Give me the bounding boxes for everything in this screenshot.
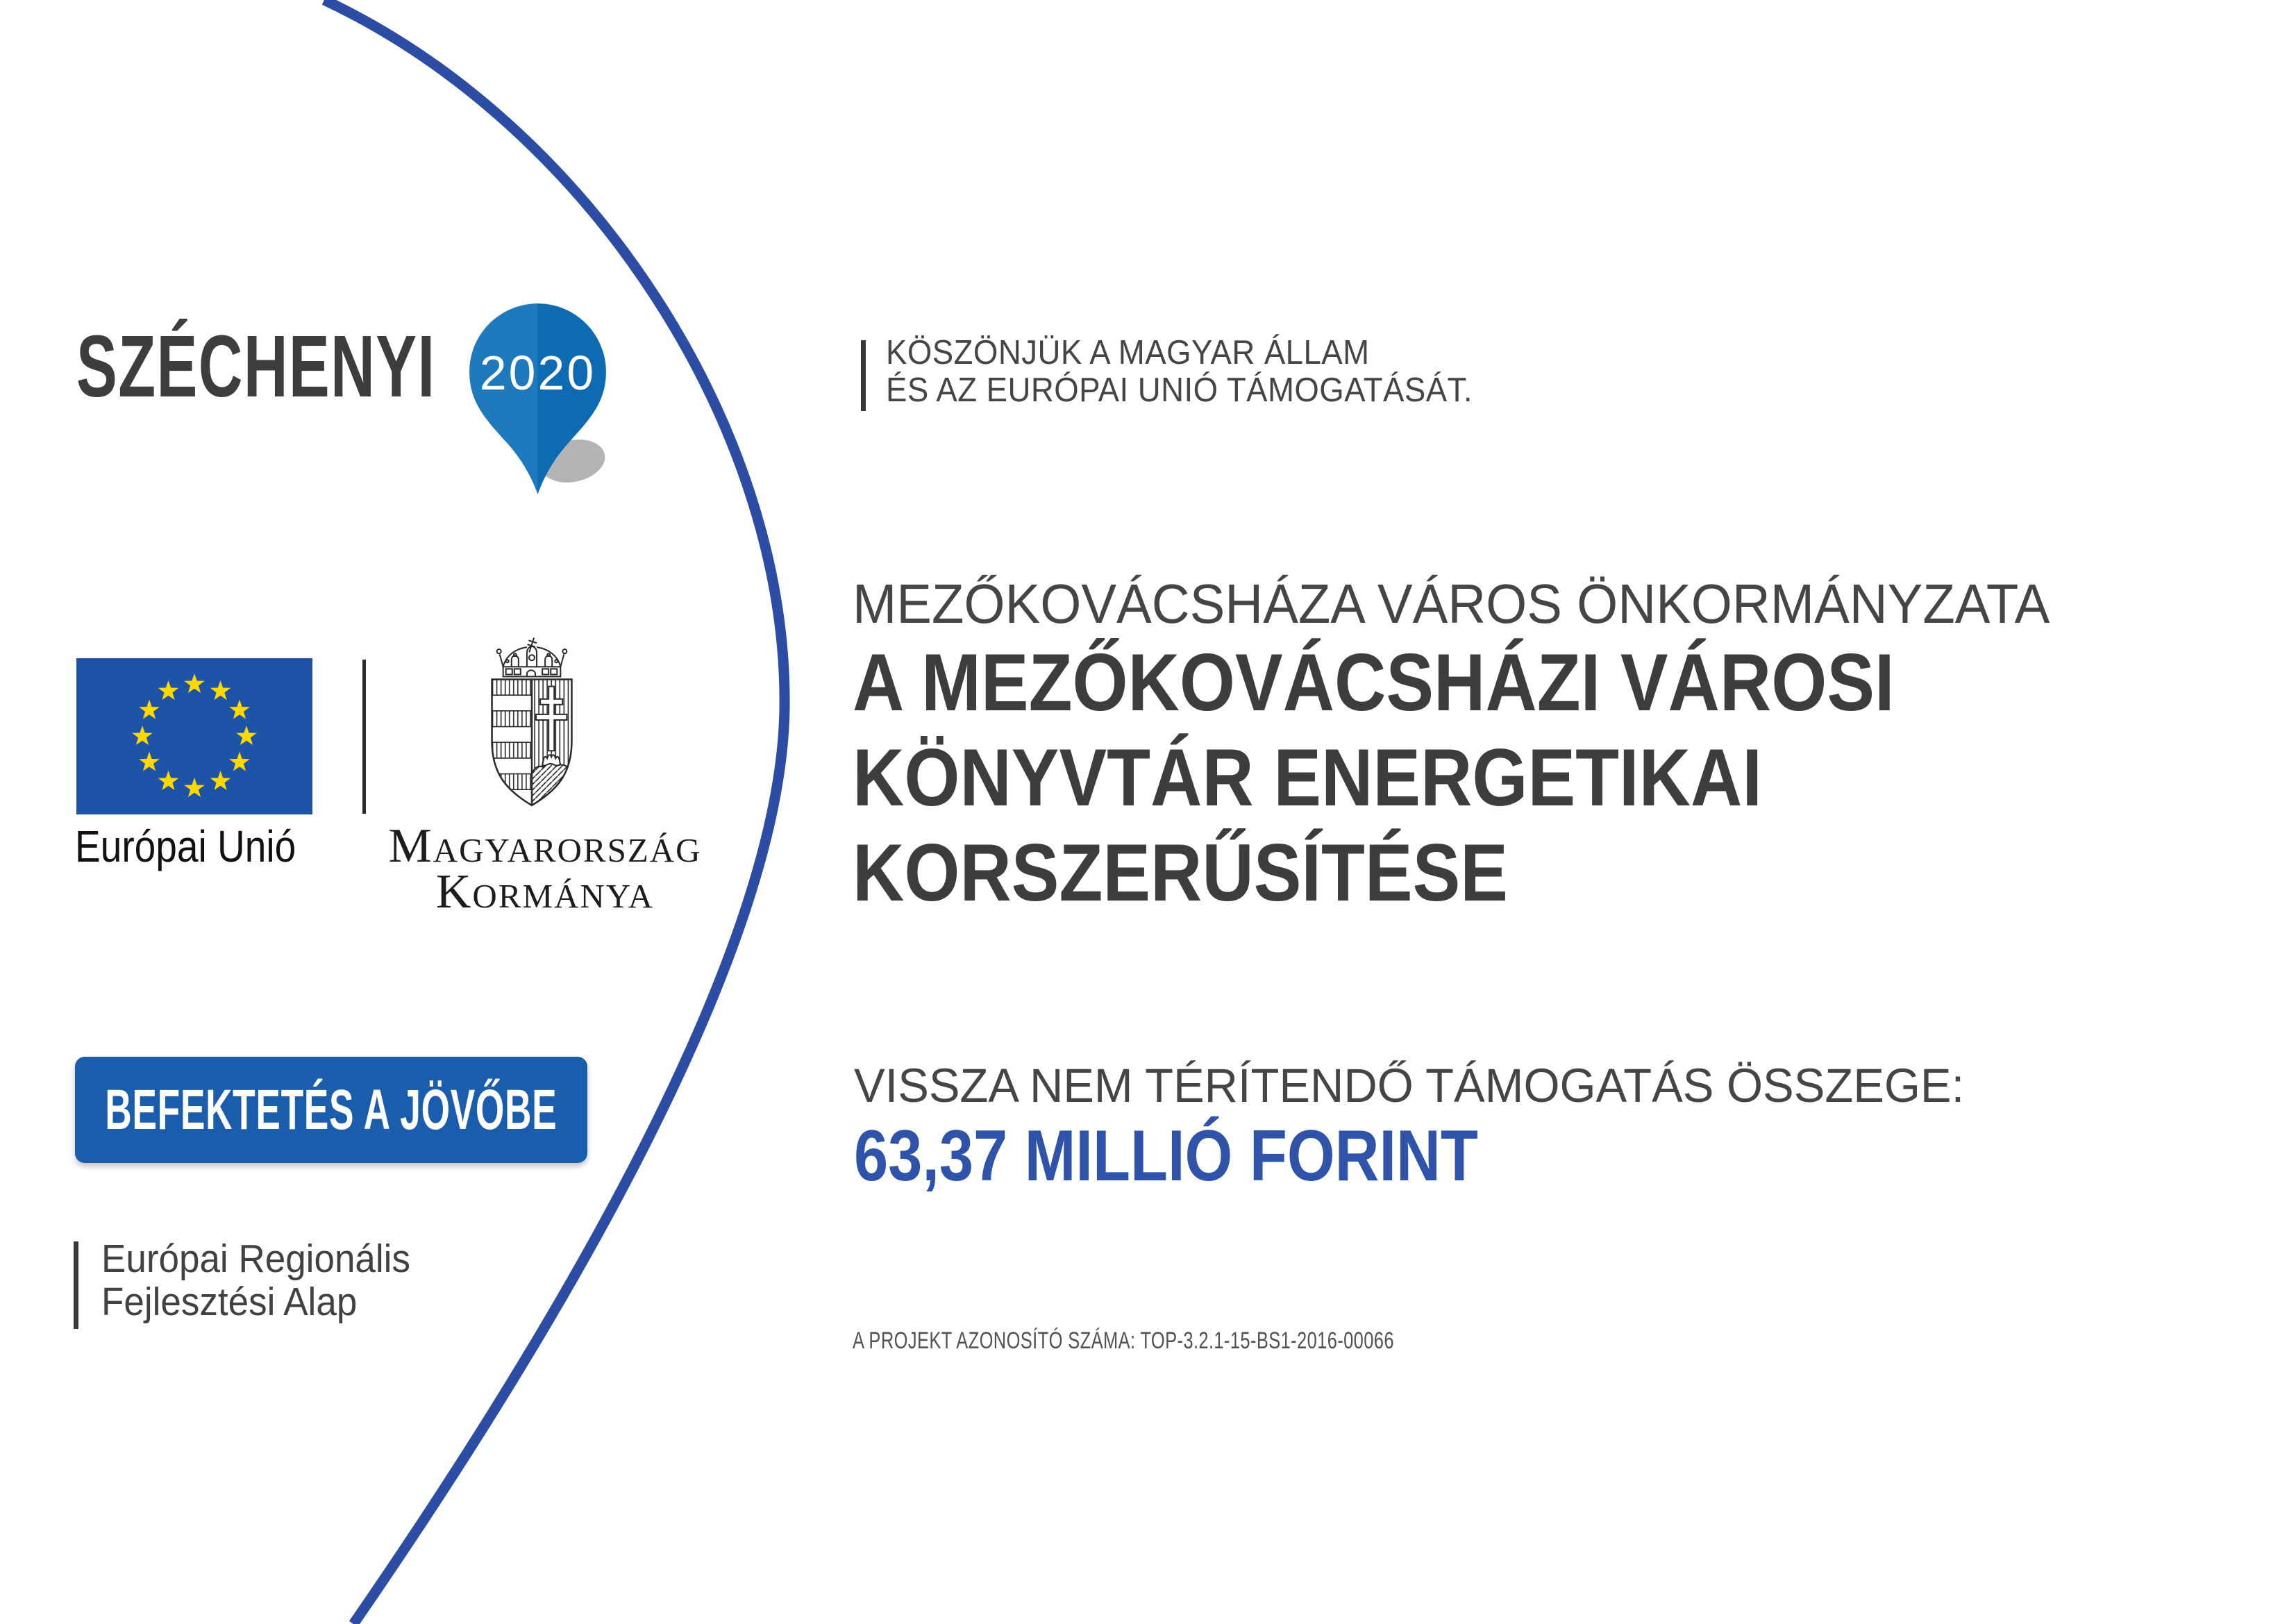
government-line1: Magyarország xyxy=(388,819,702,873)
fund-line1: Európai Regionális xyxy=(101,1237,410,1281)
project-title-line2: KÖNYVTÁR ENERGETIKAI xyxy=(853,732,1762,823)
szechenyi-wordmark: SZÉCHENYI xyxy=(76,317,436,415)
project-title-line3: KORSZERŰSÍTÉSE xyxy=(853,827,1508,918)
fund-line2: Fejlesztési Alap xyxy=(101,1280,358,1324)
logo-divider-line xyxy=(362,660,366,814)
government-line2: Kormánya xyxy=(435,865,655,919)
fund-divider-bar xyxy=(74,1241,78,1329)
thanks-line1: KÖSZÖNJÜK A MAGYAR ÁLLAM xyxy=(886,334,1370,371)
pin-year-text: 2020 xyxy=(479,346,596,401)
thanks-line2: ÉS AZ EURÓPAI UNIÓ TÁMOGATÁSÁT. xyxy=(886,371,1473,409)
project-id: A PROJEKT AZONOSÍTÓ SZÁMA: TOP-3.2.1-15-BS1-2016-00066 xyxy=(853,1328,1394,1354)
hungary-coat-of-arms xyxy=(490,636,573,812)
thanks-text xyxy=(886,334,1473,409)
thanks-divider-bar xyxy=(861,340,866,411)
investment-banner xyxy=(75,1057,587,1163)
grant-label: VISSZA NEM TÉRÍTENDŐ TÁMOGATÁS ÖSSZEGE: xyxy=(854,1059,1965,1112)
szechenyi-2020-pin-logo xyxy=(467,301,609,496)
project-title xyxy=(853,635,1895,920)
government-label xyxy=(385,819,705,919)
eu-flag-label: Európai Unió xyxy=(75,821,296,871)
fund-name xyxy=(101,1237,410,1323)
eu-flag xyxy=(76,658,312,814)
grant-amount: 63,37 MILLIÓ FORINT xyxy=(854,1116,1478,1196)
investment-banner-label: BEFEKTETÉS A JÖVŐBE xyxy=(105,1078,558,1141)
project-title-line1: A MEZŐKOVÁCSHÁZI VÁROSI xyxy=(853,637,1895,728)
organization-name: MEZŐKOVÁCSHÁZA VÁROS ÖNKORMÁNYZATA xyxy=(853,573,2050,635)
